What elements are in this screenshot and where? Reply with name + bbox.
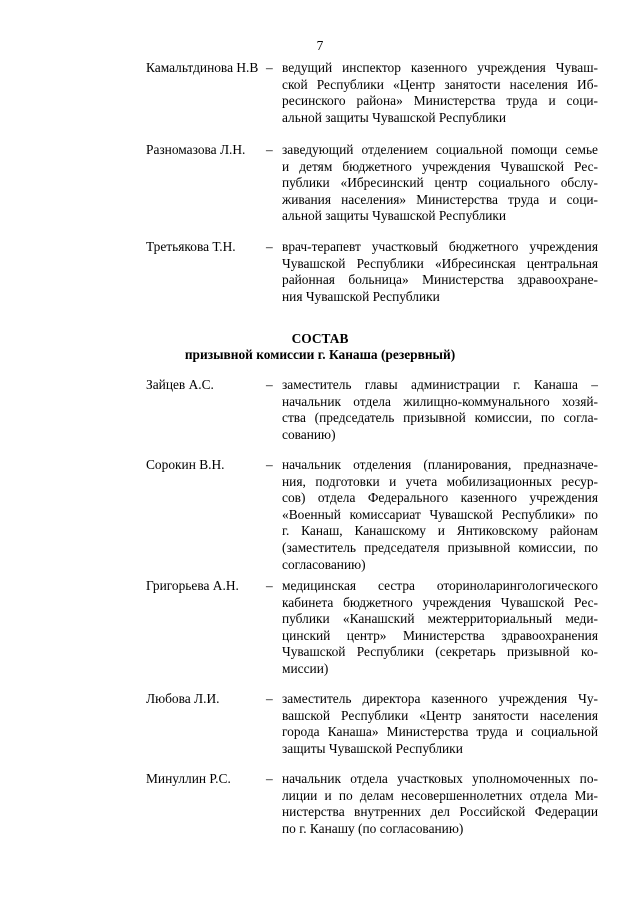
member-description	[282, 771, 598, 837]
member-name: Разномазова Л.Н.	[146, 142, 246, 157]
description-line: заведующий отделением социальной помощи семье	[282, 142, 598, 157]
member-description	[282, 691, 598, 757]
member-name: Зайцев А.С.	[146, 377, 214, 392]
member-description	[282, 457, 598, 573]
description-line: живания населения» Министерства труда и соци-	[282, 191, 598, 207]
description-line: миссии)	[282, 660, 329, 676]
description-line: города Канаша» Министерства труда и социальной	[282, 724, 598, 740]
description-line: и детям бюджетного учреждения Чувашской Рес-	[282, 158, 598, 174]
description-line: лиции и по делам несовершеннолетних отдела Ми-	[282, 787, 598, 803]
description-line: публики «Ибресинский центр социального обслу-	[282, 175, 598, 191]
description-line: (заместитель председателя призывной комиссии, по	[282, 539, 598, 555]
description-line: ства (председатель призывной комиссии, по согла-	[282, 410, 598, 426]
description-line: кабинета бюджетного учреждения Чувашской Рес-	[282, 594, 598, 610]
dash: –	[266, 771, 273, 786]
description-line: согласованию)	[282, 556, 366, 572]
dash: –	[266, 60, 273, 75]
description-line: заместитель главы администрации г. Канаша –	[282, 377, 598, 392]
description-line: ской Республики «Центр занятости населения Иб-	[282, 76, 598, 92]
member-name: Минуллин Р.С.	[146, 771, 231, 786]
description-line: ресинского района» Министерства труда и соци-	[282, 93, 598, 109]
description-line: публики «Канашский межтерриториальный меди-	[282, 611, 598, 627]
section-title: СОСТАВ	[291, 331, 349, 346]
description-line: ния Чувашской Республики	[282, 288, 440, 304]
member-description	[282, 142, 598, 225]
description-line: сованию)	[282, 426, 336, 442]
description-line: Чувашской Республики «Ибресинская центральная	[282, 255, 598, 271]
description-line: защиты Чувашской Республики	[282, 740, 463, 756]
description-line: начальник отделения (планирования, предназначе-	[282, 457, 598, 472]
member-description	[282, 239, 598, 305]
dash: –	[266, 691, 273, 706]
member-name: Третьякова Т.Н.	[146, 239, 236, 254]
dash: –	[266, 239, 273, 254]
page-number: 7	[316, 38, 324, 53]
member-description	[282, 578, 598, 678]
description-line: начальник отдела жилищно-коммунального хозяй-	[282, 393, 598, 409]
member-name: Григорьева А.Н.	[146, 578, 239, 593]
dash: –	[266, 142, 273, 157]
description-line: нистерства внутренних дел Российской Федерации	[282, 804, 598, 820]
member-description	[282, 377, 598, 443]
description-line: цинский центр» Министерства здравоохранения	[282, 627, 598, 643]
description-line: альной защиты Чувашской Республики	[282, 109, 507, 125]
description-line: «Военный комиссариат Чувашской Республики» по	[282, 506, 598, 522]
member-name: Камальтдинова Н.В	[146, 60, 259, 75]
description-line: врач-терапевт участковый бюджетного учреждения	[282, 239, 598, 254]
description-line: ния, подготовки и учета мобилизационных ресур-	[282, 473, 598, 489]
member-name: Любова Л.И.	[146, 691, 220, 706]
description-line: Чувашской Республики (секретарь призывной ко-	[282, 644, 598, 660]
description-line: районная больница» Министерства здравоохране-	[282, 272, 598, 288]
description-line: по г. Канашу (по согласованию)	[282, 820, 464, 836]
description-line: заместитель директора казенного учреждения Чу-	[282, 691, 598, 706]
description-line: ведущий инспектор казенного учреждения Чуваш-	[282, 60, 598, 75]
description-line: г. Канаш, Канашскому и Янтиковскому районам	[282, 523, 598, 539]
description-line: вашской Республики «Центр занятости населения	[282, 707, 598, 723]
member-description	[282, 60, 598, 126]
section-subtitle: призывной комиссии г. Канаша (резервный)	[184, 347, 456, 362]
description-line: начальник отдела участковых уполномоченных по-	[282, 771, 598, 786]
dash: –	[266, 377, 273, 392]
description-line: медицинская сестра оториноларингологического	[282, 578, 598, 593]
description-line: альной защиты Чувашской Республики	[282, 208, 507, 224]
member-name: Сорокин В.Н.	[146, 457, 225, 472]
dash: –	[266, 457, 273, 472]
description-line: сов) отдела Федерального казенного учреждения	[282, 490, 598, 506]
dash: –	[266, 578, 273, 593]
